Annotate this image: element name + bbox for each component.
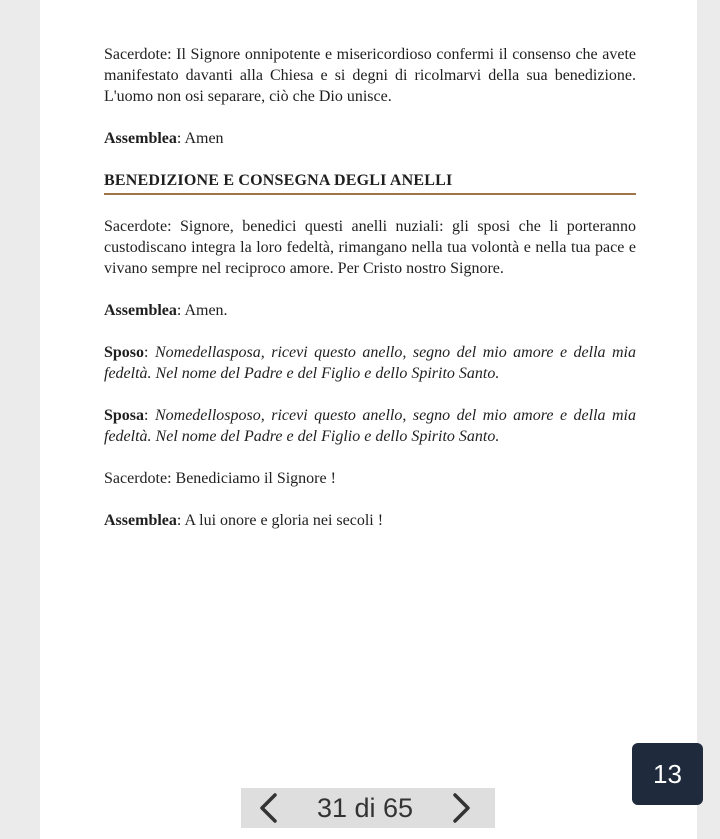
next-page-button[interactable]	[447, 790, 477, 826]
speaker-label: Assemblea	[104, 130, 177, 147]
page-number-badge	[632, 743, 703, 805]
vow-text: Nomedellasposa, ricevi questo anello, segno del mio amore e della mia fedeltà. Nel nome del Padre e del Figlio e dello Spirito Santo.	[104, 344, 637, 382]
priest-paragraph-3	[104, 468, 636, 489]
speaker-label: Sposa	[104, 407, 145, 424]
chevron-right-icon	[451, 792, 473, 824]
paragraph-text: Sacerdote: Benediciamo il Signore !	[104, 470, 336, 487]
response-text: : A lui onore e gloria nei secoli !	[176, 512, 384, 529]
speaker-label: Assemblea	[104, 512, 177, 529]
document-content	[104, 44, 636, 552]
document-page	[40, 0, 697, 839]
vow-text: Nomedellosposo, ricevi questo anello, segno del mio amore e della mia fedeltà. Nel nome del Padre e del Figlio e dello Spirito Santo.	[104, 407, 637, 445]
groom-vow	[104, 342, 636, 384]
page-navigator	[241, 788, 495, 828]
assembly-response-3	[104, 510, 636, 531]
chevron-left-icon	[257, 792, 279, 824]
speaker-label: Assemblea	[104, 302, 177, 319]
priest-paragraph-1	[104, 44, 636, 107]
badge-value: 13	[653, 758, 682, 789]
previous-page-button[interactable]	[253, 790, 283, 826]
response-text: : Amen	[176, 130, 224, 147]
paragraph-text: Sacerdote: Signore, benedici questi anelli nuziali: gli sposi che li porteranno custodiscano integra la loro fedeltà, rimangano nella tua volontà e nella tua pace e vivano sempre nel reciproco amore. Per Cristo nostro Signore.	[104, 218, 636, 277]
response-text: : Amen.	[176, 302, 228, 319]
bride-vow	[104, 405, 636, 447]
section-title: BENEDIZIONE E CONSEGNA DEGLI ANELLI	[104, 170, 636, 195]
priest-paragraph-2	[104, 216, 636, 279]
assembly-response-1	[104, 128, 636, 149]
speaker-separator: :	[144, 407, 155, 424]
assembly-response-2	[104, 300, 636, 321]
speaker-label: Sposo	[104, 344, 145, 361]
paragraph-text: Sacerdote: Il Signore onnipotente e misericordioso confermi il consenso che avete manifestato davanti alla Chiesa e si degni di ricolmarvi della sua benedizione. L'uomo non osi separare, ciò che Dio unisce.	[104, 46, 636, 105]
page-indicator: 31 di 65	[316, 792, 414, 823]
speaker-separator: :	[144, 344, 155, 361]
